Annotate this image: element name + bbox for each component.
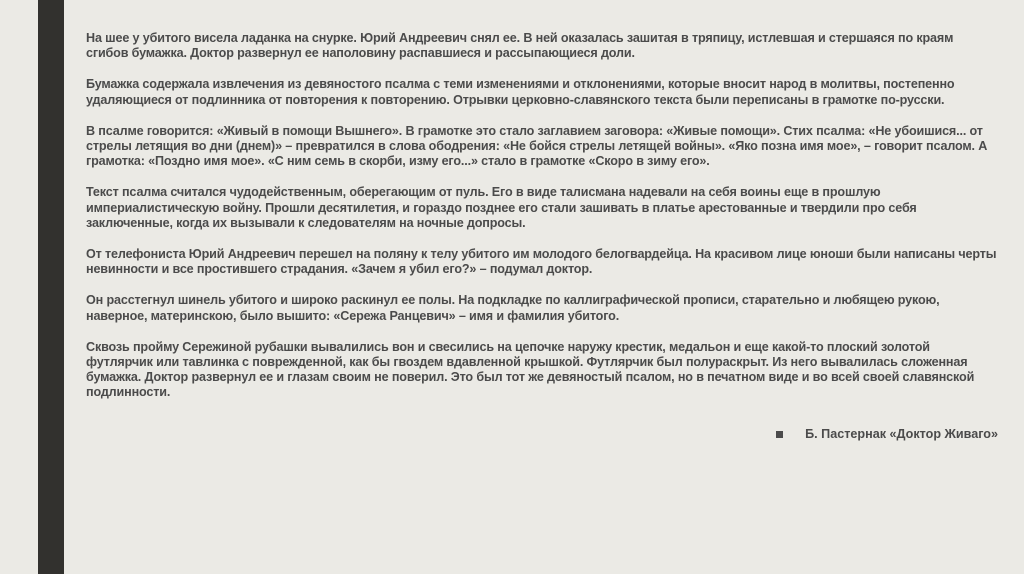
decorative-side-bar [38,0,64,574]
paragraph-2: Бумажка содержала извлечения из девяностого псалма с теми изменениями и отклонениями, которые вносит народ в молитвы, постепенно удаляющиеся от подлинника от повторения к повторению. Отрывки церковно-славянского текста были переписаны в грамотке по-русски. [86,77,955,107]
paragraph-3: В псалме говорится: «Живый в помощи Вышнего». В грамотке это стало заглавием заговора: «Живые помощи». Стих псалма: «Не убоишися... от стрелы летящия во дни (днем)» – превратился в слова ободрения: «Не бойся стрелы летящей войны». «Яко позна имя мое», – говорит псалом. А грамотка: «Поздно имя мое». «С ним семь в скорби, изму его...» стало в грамотке «Скоро в зиму его». [86,123,988,169]
paragraph-4: Текст псалма считался чудодейственным, оберегающим от пуль. Его в виде талисмана надевали на себя воины еще в прошлую империалистическую войну. Прошли десятилетия, и гораздо позднее его стали зашивать в платье арестованные и твердили про себя заключенные, когда их вызывали к следователям на ночные допросы. [86,185,917,230]
text-body [86,31,998,417]
paragraph-7: Сквозь пройму Сережиной рубашки вывалились вон и свесились на цепочке наружу крестик, медальон и еще какой-то плоский золотой футлярчик или тавлинка с поврежденной, как бы гвоздем вдавленной крышкой. Футлярчик был полураскрыт. Из него вывалилась сложенная бумажка. Доктор развернул ее и глазам своим не поверил. Это был тот же девяностый псалом, но в печатном виде и во всей своей славянской подлинности. [86,339,975,400]
square-bullet-icon [776,431,783,438]
paragraph-5: От телефониста Юрий Андреевич перешел на поляну к телу убитого им молодого белогвардейца. На красивом лице юноши были написаны черты невинности и все простившего страдания. «Зачем я убил его?» – подумал доктор. [86,247,997,277]
signature-text: Б. Пастернак «Доктор Живаго» [805,427,998,441]
paragraph-1: На шее у убитого висела ладанка на снурке. Юрий Андреевич снял ее. В ней оказалась зашитая в тряпицу, истлевшая и стершаяся по краям сгибов бумажка. Доктор развернул ее наполовину распавшиеся и рассыпающиеся доли. [86,31,954,61]
paragraph-6: Он расстегнул шинель убитого и широко раскинул ее полы. На подкладке по каллиграфической прописи, старательно и любящею рукою, наверное, материнскою, было вышито: «Сережа Ранцевич» – имя и фамилия убитого. [86,293,940,323]
signature-line [776,427,998,441]
